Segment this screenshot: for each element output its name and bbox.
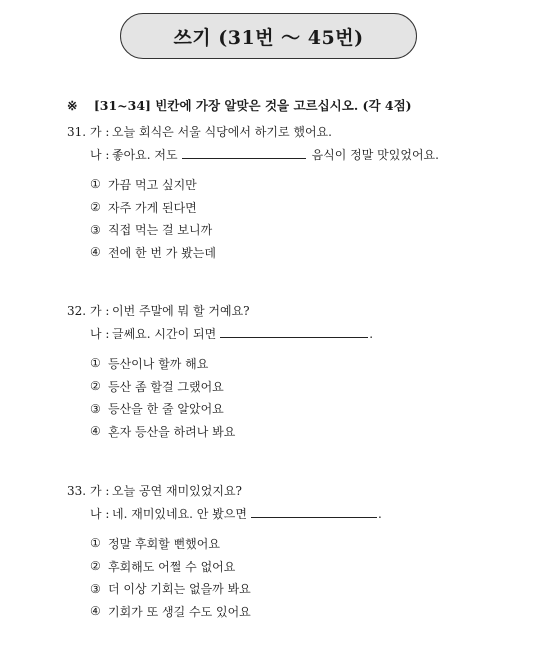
dialogue-text-after: . bbox=[378, 506, 382, 521]
option-2[interactable] bbox=[90, 555, 382, 578]
option-marker: ③ bbox=[90, 401, 101, 416]
section-title bbox=[120, 13, 417, 59]
option-marker: ① bbox=[90, 177, 101, 192]
option-3[interactable] bbox=[90, 577, 382, 600]
dialogue-text: 네. 재미있네요. 안 봤으면 bbox=[112, 507, 247, 521]
question-number: 32. bbox=[67, 303, 87, 318]
option-marker: ② bbox=[90, 559, 101, 574]
option-text: 후회해도 어쩔 수 없어요 bbox=[108, 559, 236, 574]
answer-blank bbox=[251, 507, 377, 518]
speaker-label: 나 : bbox=[90, 327, 110, 341]
speaker-label: 나 : bbox=[90, 507, 110, 521]
speaker-label: 가 : bbox=[90, 304, 110, 318]
option-marker: ④ bbox=[90, 245, 101, 260]
option-marker: ② bbox=[90, 200, 101, 215]
option-2[interactable] bbox=[90, 375, 373, 398]
option-3[interactable] bbox=[90, 218, 439, 241]
question-number: 33. bbox=[67, 483, 87, 498]
option-text: 가끔 먹고 싶지만 bbox=[108, 177, 197, 192]
option-marker: ③ bbox=[90, 581, 101, 596]
option-marker: ① bbox=[90, 536, 101, 551]
dialogue-text: 오늘 공연 재미있었지요? bbox=[112, 484, 242, 498]
option-1[interactable] bbox=[90, 532, 382, 555]
question-33 bbox=[67, 479, 382, 623]
option-text: 등산을 한 줄 알았어요 bbox=[108, 402, 224, 417]
option-text: 더 이상 기회는 없을까 봐요 bbox=[108, 582, 251, 597]
option-text: 등산 좀 할걸 그랬어요 bbox=[108, 379, 224, 394]
option-marker: ② bbox=[90, 379, 101, 394]
answer-blank bbox=[220, 327, 368, 338]
option-4[interactable] bbox=[90, 600, 382, 623]
answer-blank bbox=[182, 148, 306, 159]
option-text: 자주 가게 된다면 bbox=[108, 200, 197, 215]
answer-options bbox=[67, 532, 382, 623]
question-number: 31. bbox=[67, 124, 87, 139]
speaker-label: 나 : bbox=[90, 148, 110, 162]
dialogue-text-after: 음식이 정말 맛있었어요. bbox=[311, 148, 439, 162]
dialogue-text: 글쎄요. 시간이 되면 bbox=[112, 327, 217, 341]
dialogue-text: 오늘 회식은 서울 식당에서 하기로 했어요. bbox=[112, 125, 332, 139]
question-31 bbox=[67, 120, 439, 264]
option-text: 정말 후회할 뻔했어요 bbox=[108, 536, 220, 551]
dialogue-line-a bbox=[67, 479, 382, 502]
option-text: 전에 한 번 가 봤는데 bbox=[108, 245, 216, 260]
option-marker: ③ bbox=[90, 222, 101, 237]
question-32 bbox=[67, 299, 373, 443]
option-text: 등산이나 할까 해요 bbox=[108, 356, 209, 371]
option-text: 직접 먹는 걸 보니까 bbox=[108, 223, 213, 238]
dialogue-line-b bbox=[67, 322, 373, 345]
dialogue-text-after: . bbox=[369, 326, 374, 341]
reference-mark-icon: ※ bbox=[67, 98, 78, 113]
dialogue-text: 이번 주말에 뭐 할 거예요? bbox=[112, 304, 250, 318]
section-title-text: 쓰기 (31번 ～ 45번) bbox=[173, 26, 364, 49]
option-marker: ① bbox=[90, 356, 101, 371]
option-marker: ④ bbox=[90, 424, 101, 439]
dialogue-text: 좋아요. 저도 bbox=[112, 148, 178, 162]
speaker-label: 가 : bbox=[90, 125, 110, 139]
instruction-text: [31~34] 빈칸에 가장 알맞은 것을 고르십시오. (각 4점) bbox=[93, 98, 412, 113]
speaker-label: 가 : bbox=[90, 484, 110, 498]
answer-options bbox=[67, 173, 439, 264]
option-4[interactable] bbox=[90, 241, 439, 264]
dialogue-line-a bbox=[67, 299, 373, 322]
option-1[interactable] bbox=[90, 173, 439, 196]
option-4[interactable] bbox=[90, 420, 373, 443]
option-marker: ④ bbox=[90, 604, 101, 619]
option-1[interactable] bbox=[90, 352, 373, 375]
instruction bbox=[67, 96, 412, 114]
dialogue-line-b bbox=[67, 143, 439, 166]
option-text: 기회가 또 생길 수도 있어요 bbox=[108, 604, 251, 619]
dialogue-line-b bbox=[67, 502, 382, 525]
option-2[interactable] bbox=[90, 196, 439, 219]
option-3[interactable] bbox=[90, 397, 373, 420]
option-text: 혼자 등산을 하려나 봐요 bbox=[108, 424, 236, 439]
answer-options bbox=[67, 352, 373, 443]
dialogue-line-a bbox=[67, 120, 439, 143]
